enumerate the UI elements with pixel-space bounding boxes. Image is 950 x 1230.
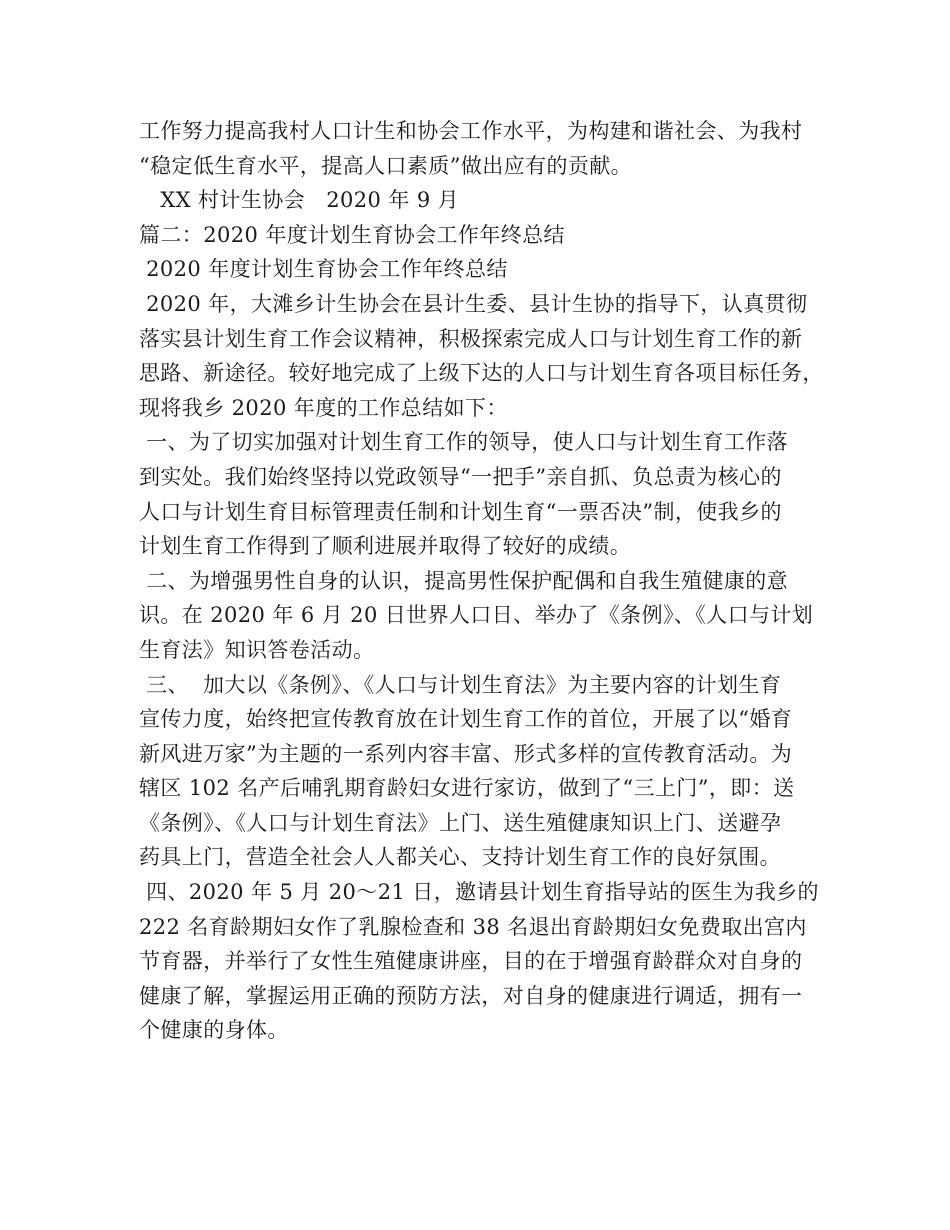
text-line: 节育器，并举行了女性生殖健康讲座，目的在于增强育龄群众对自身的	[139, 949, 803, 974]
text-line: 四、2020 年 5 月 20～21 日，邀请县计划生育指导站的医生为我乡的	[139, 880, 819, 905]
text-line: 识。在 2020 年 6 月 20 日世界人口日、举办了《条例》、《人口与计划	[139, 603, 814, 628]
text-line: 二、为增强男性自身的认识，提高男性保护配偶和自我生殖健康的意	[139, 568, 789, 593]
text-line: 一、为了切实加强对计划生育工作的领导，使人口与计划生育工作落	[139, 430, 789, 455]
text-line: 2020 年，大滩乡计生协会在县计生委、县计生协的指导下，认真贯彻	[139, 291, 808, 316]
text-line: 222 名育龄期妇女作了乳腺检查和 38 名退出育龄期妇女免费取出宫内	[139, 914, 807, 939]
text-line: 辖区 102 名产后哺乳期育龄妇女进行家访，做到了“三上门”，即：送	[139, 776, 795, 801]
text-line: 生育法》知识答卷活动。	[139, 637, 375, 662]
text-line: 思路、新途径。较好地完成了上级下达的人口与计划生育各项目标任务，	[139, 361, 824, 386]
text-line: 到实处。我们始终坚持以党政领导“一把手”亲自抓、负总责为核心的	[139, 464, 782, 489]
text-line: 药具上门，营造全社会人人都关心、支持计划生育工作的良好氛围。	[139, 845, 781, 870]
text-line: 《条例》、《人口与计划生育法》上门、送生殖健康知识上门、送避孕	[139, 810, 782, 835]
text-line: 人口与计划生育目标管理责任制和计划生育“一票否决”制，使我乡的	[139, 499, 782, 524]
text-line: 工作努力提高我村人口计生和协会工作水平，为构建和谐社会、为我村	[139, 119, 803, 143]
document-body	[139, 114, 829, 1048]
section-title: 2020 年度计划生育协会工作年终总结	[139, 257, 508, 282]
section-heading: 篇二：2020 年度计划生育协会工作年终总结	[139, 222, 565, 247]
signature-line: XX 村计生协会 2020 年 9 月	[139, 188, 460, 213]
text-line: 计划生育工作得到了顺利进展并取得了较好的成绩。	[139, 534, 632, 559]
text-line: 健康了解，掌握运用正确的预防方法，对自身的健康进行调适，拥有一	[139, 983, 803, 1008]
text-line: 个健康的身体。	[139, 1018, 289, 1043]
text-line: 现将我乡 2020 年度的工作总结如下：	[139, 395, 508, 420]
text-line: “稳定低生育水平，提高人口素质”做出应有的贡献。	[139, 153, 633, 178]
text-line: 新风进万家”为主题的一系列内容丰富、形式多样的宣传教育活动。为	[139, 741, 793, 766]
text-line: 宣传力度，始终把宣传教育放在计划生育工作的首位，开展了以“婚育	[139, 707, 793, 732]
text-line: 三、 加大以《条例》、《人口与计划生育法》为主要内容的计划生育	[139, 672, 782, 697]
text-line: 落实县计划生育工作会议精神，积极探索完成人口与计划生育工作的新	[139, 326, 803, 351]
